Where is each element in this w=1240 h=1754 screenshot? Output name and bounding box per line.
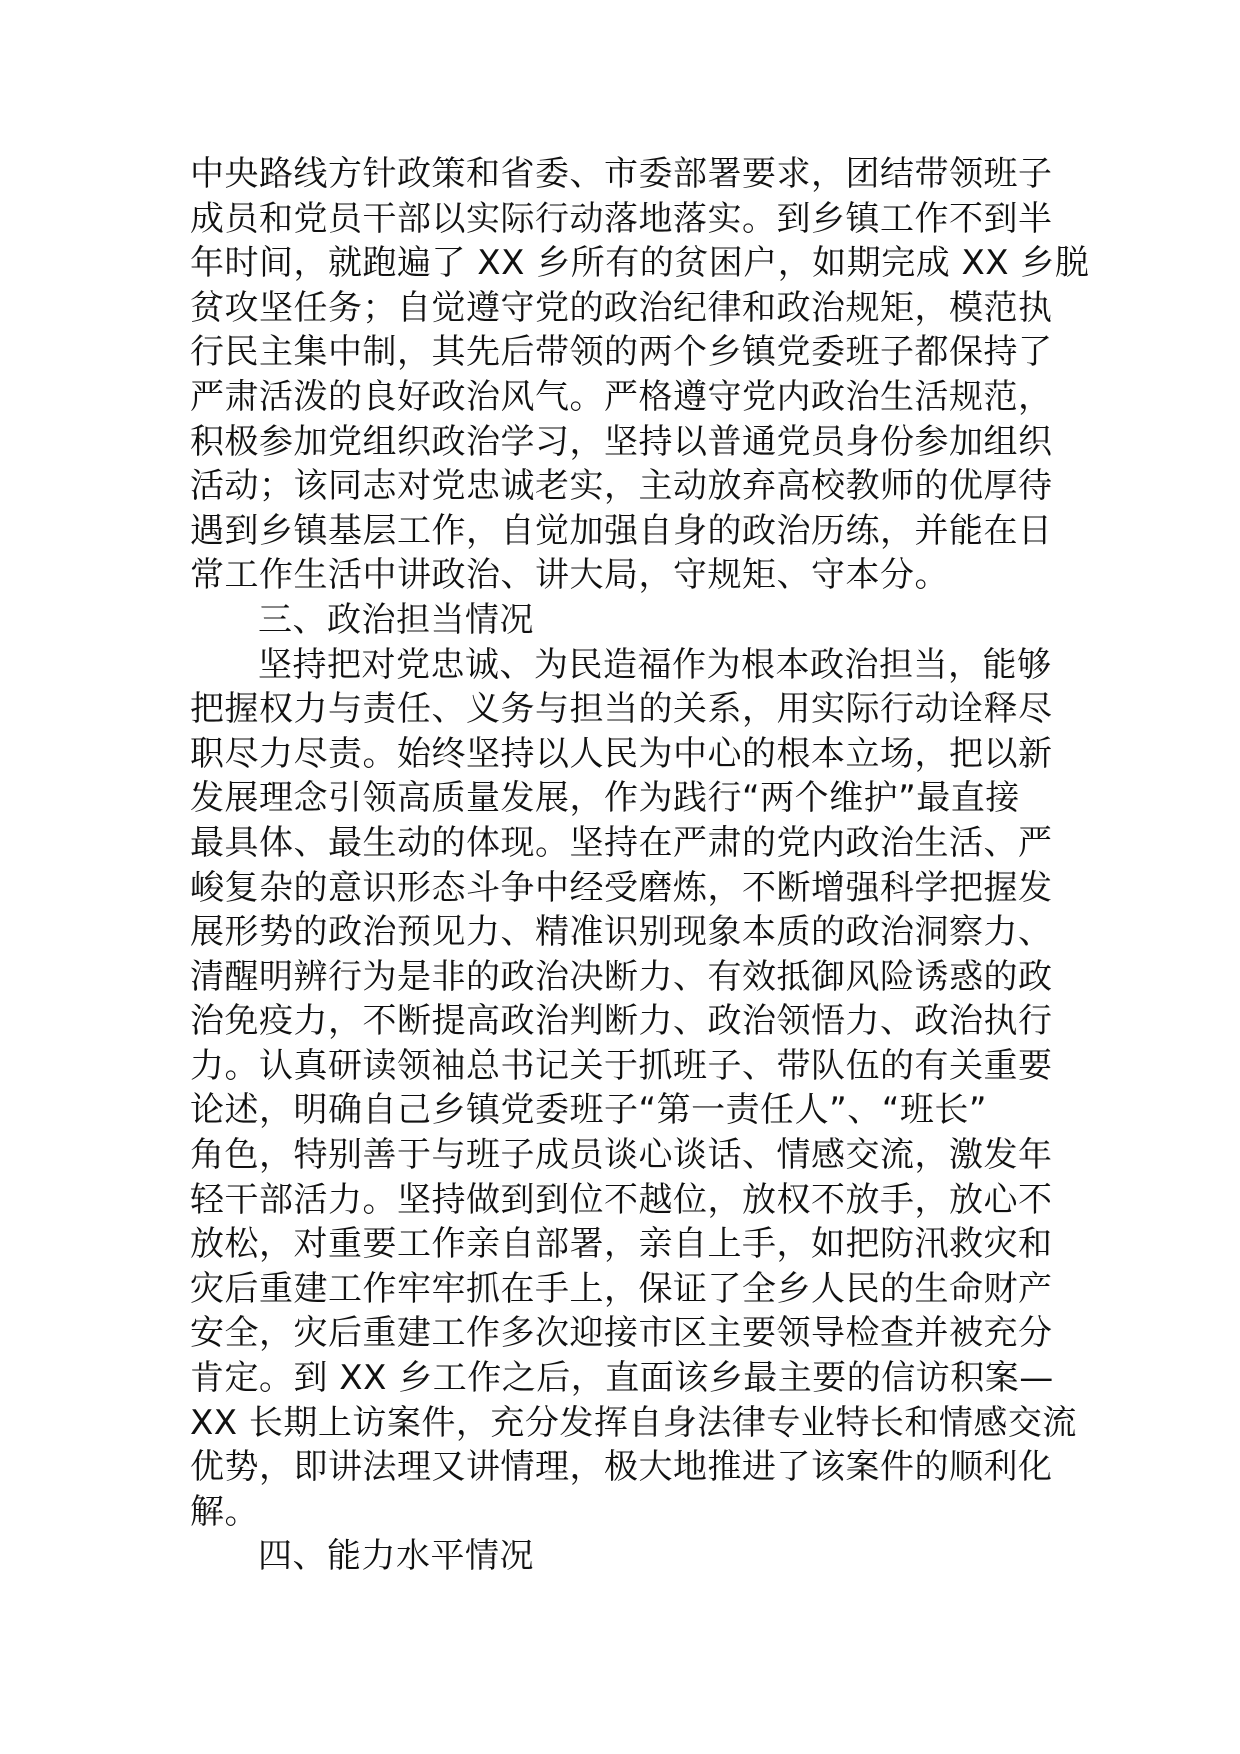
text-line: 年时间，就跑遍了 XX 乡所有的贫困户，如期完成 XX 乡脱 bbox=[190, 243, 1090, 284]
text-line: 角色，特别善于与班子成员谈心谈话、情感交流，激发年 bbox=[190, 1135, 1053, 1176]
text-line: 展形势的政治预见力、精准识别现象本质的政治洞察力、 bbox=[190, 912, 1053, 953]
text-line: 发展理念引领高质量发展，作为践行“两个维护”最直接 bbox=[190, 778, 1020, 819]
text-line: 最具体、最生动的体现。坚持在严肃的党内政治生活、严 bbox=[190, 822, 1053, 863]
text-line: 常工作生活中讲政治、讲大局，守规矩、守本分。 bbox=[190, 555, 949, 596]
text-line: 遇到乡镇基层工作，自觉加强自身的政治历练，并能在日 bbox=[190, 510, 1053, 551]
text-line: 行民主集中制，其先后带领的两个乡镇党委班子都保持了 bbox=[190, 332, 1053, 373]
text-line: 优势，即讲法理又讲情理，极大地推进了该案件的顺利化 bbox=[190, 1447, 1053, 1488]
text-line: 力。认真研读领袖总书记关于抓班子、带队伍的有关重要 bbox=[190, 1045, 1053, 1086]
text-line: 严肃活泼的良好政治风气。严格遵守党内政治生活规范， bbox=[190, 376, 1053, 417]
text-line: 坚持把对党忠诚、为民造福作为根本政治担当，能够 bbox=[258, 644, 1052, 685]
text-line: 安全，灾后重建工作多次迎接市区主要领导检查并被充分 bbox=[190, 1313, 1053, 1354]
text-line: XX 长期上访案件，充分发挥自身法律专业特长和情感交流 bbox=[190, 1402, 1077, 1443]
text-line: 放松，对重要工作亲自部署，亲自上手，如把防汛救灾和 bbox=[190, 1224, 1053, 1265]
text-line: 肯定。到 XX 乡工作之后，直面该乡最主要的信访积案— bbox=[190, 1358, 1054, 1399]
text-line: 解。 bbox=[190, 1491, 259, 1532]
text-line: 积极参加党组织政治学习，坚持以普通党员身份参加组织 bbox=[190, 421, 1053, 462]
document-body bbox=[190, 152, 1090, 1579]
text-line: 峻复杂的意识形态斗争中经受磨炼，不断增强科学把握发 bbox=[190, 867, 1053, 908]
text-line: 论述，明确自己乡镇党委班子“第一责任人”、“班长” bbox=[190, 1090, 987, 1131]
text-line: 活动；该同志对党忠诚老实，主动放弃高校教师的优厚待 bbox=[190, 466, 1053, 507]
text-line: 职尽力尽责。始终坚持以人民为中心的根本立场，把以新 bbox=[190, 733, 1053, 774]
text-line: 把握权力与责任、义务与担当的关系，用实际行动诠释尽 bbox=[190, 689, 1053, 730]
text-line: 治免疫力，不断提高政治判断力、政治领悟力、政治执行 bbox=[190, 1001, 1053, 1042]
text-line: 三、政治担当情况 bbox=[258, 599, 534, 640]
text-line: 灾后重建工作牢牢抓在手上，保证了全乡人民的生命财产 bbox=[190, 1268, 1053, 1309]
text-line: 四、能力水平情况 bbox=[258, 1536, 534, 1577]
text-line: 成员和党员干部以实际行动落地落实。到乡镇工作不到半 bbox=[190, 198, 1053, 239]
text-line: 轻干部活力。坚持做到到位不越位，放权不放手，放心不 bbox=[190, 1179, 1053, 1220]
text-line: 清醒明辨行为是非的政治决断力、有效抵御风险诱惑的政 bbox=[190, 956, 1053, 997]
text-line: 贫攻坚任务；自觉遵守党的政治纪律和政治规矩，模范执 bbox=[190, 287, 1053, 328]
text-line: 中央路线方针政策和省委、市委部署要求，团结带领班子 bbox=[190, 154, 1053, 194]
